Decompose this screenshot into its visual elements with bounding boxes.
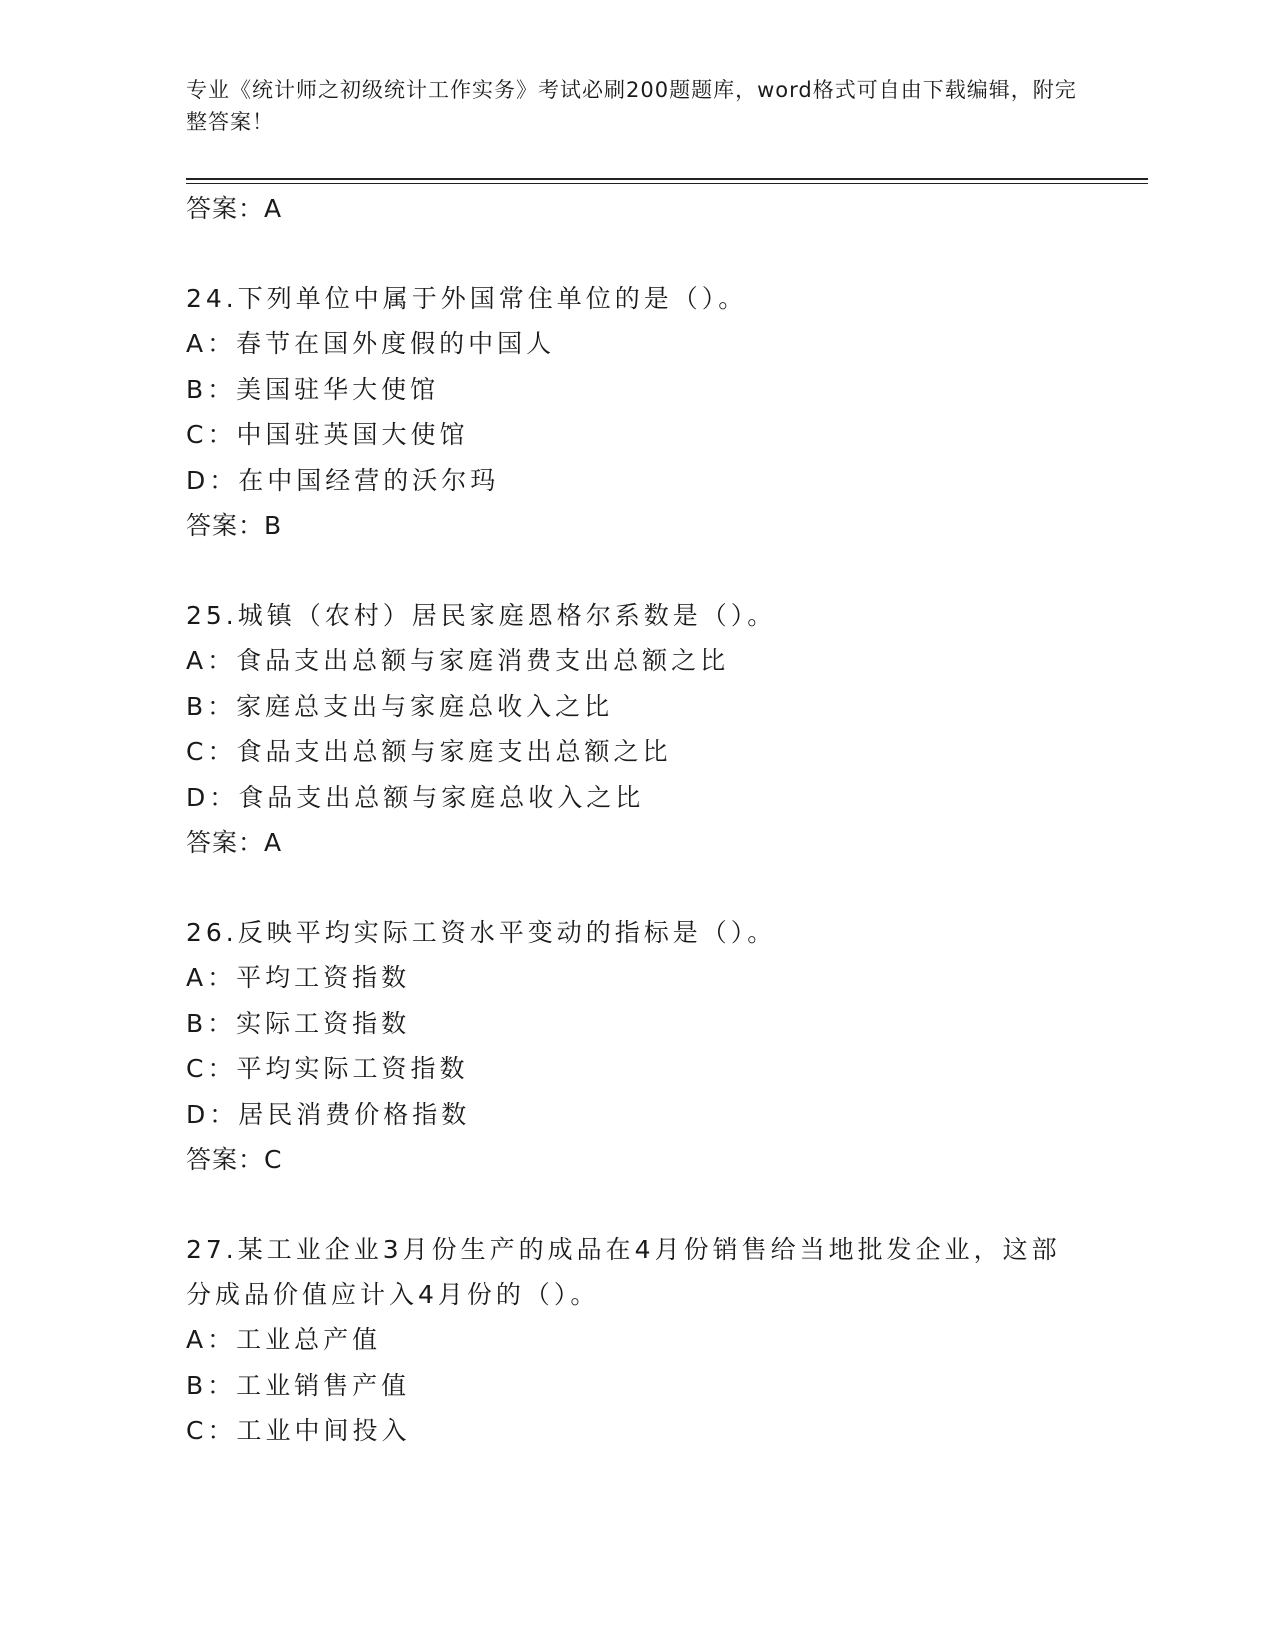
option-b: B：家庭总支出与家庭总收入之比 [186, 691, 614, 721]
option-d: D：食品支出总额与家庭总收入之比 [186, 782, 645, 812]
answer-line: 答案：C [186, 1145, 283, 1174]
question-block [186, 1227, 1086, 1454]
option-c: C：工业中间投入 [186, 1416, 411, 1445]
question-block [186, 910, 1086, 1183]
option-a: A：春节在国外度假的中国人 [186, 329, 556, 358]
question-text: 25.城镇（农村）居民家庭恩格尔系数是（）。 [186, 601, 777, 630]
option-a: A：平均工资指数 [186, 963, 411, 992]
question-text: 24.下列单位中属于外国常住单位的是（）。 [186, 284, 748, 313]
option-b: B：工业销售产值 [186, 1370, 411, 1400]
option-c: C：中国驻英国大使馆 [186, 420, 469, 449]
question-block [186, 276, 1086, 549]
option-b: B：美国驻华大使馆 [186, 374, 440, 404]
document-body [186, 186, 1086, 1454]
option-a: A：食品支出总额与家庭消费支出总额之比 [186, 646, 730, 675]
option-d: D：居民消费价格指数 [186, 1099, 471, 1129]
answer-line: 答案：B [186, 511, 283, 540]
option-c: C：食品支出总额与家庭支出总额之比 [186, 737, 672, 766]
answer-line: 答案：A [186, 194, 283, 223]
document-header: 专业《统计师之初级统计工作实务》考试必刷200题题库，word格式可自由下载编辑，附完整答案！ [186, 78, 1077, 134]
answer-line: 答案：A [186, 828, 283, 857]
option-b: B：实际工资指数 [186, 1008, 411, 1038]
option-a: A：工业总产值 [186, 1325, 382, 1354]
option-c: C：平均实际工资指数 [186, 1054, 469, 1083]
header-divider-thick [186, 178, 1148, 180]
question-text: 27.某工业企业3月份生产的成品在4月份销售给当地批发企业，这部分成品价值应计入4月份的（）。 [186, 1235, 1061, 1309]
header-divider-thin [186, 183, 1148, 184]
question-block [186, 593, 1086, 866]
question-text: 26.反映平均实际工资水平变动的指标是（）。 [186, 918, 777, 947]
option-d: D：在中国经营的沃尔玛 [186, 465, 500, 495]
